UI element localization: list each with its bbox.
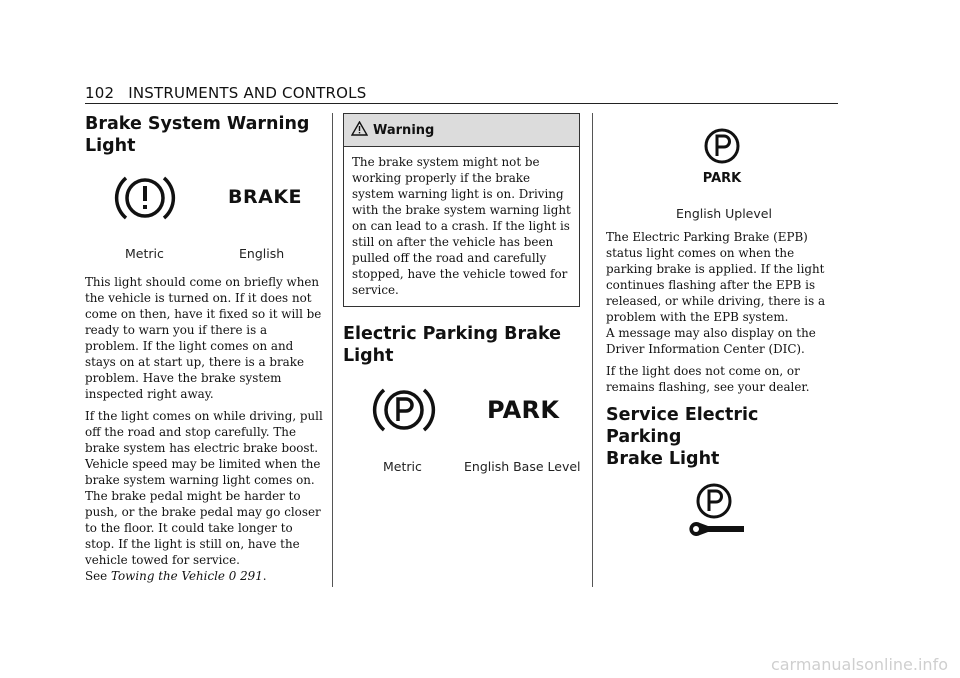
watermark: carmanualsonline.info: [770, 655, 948, 674]
column-divider-1: [332, 113, 333, 587]
section-heading: Service Electric Parking Brake Light: [606, 405, 759, 469]
paragraph: The Electric Parking Brake (EPB) status light comes on when the parking brake is applied. If the light continues flashing after the EPB is released, or while driving, there is a problem with the EPB system.: [606, 230, 826, 324]
parking-brake-body: [606, 229, 838, 401]
warning-box: [343, 113, 580, 307]
header-rule: [85, 103, 838, 104]
warning-triangle-icon: [351, 121, 368, 140]
brake-warning-metric-icon: [112, 172, 178, 224]
paragraph: This light should come on briefly when the vehicle is turned on. If it does not come on then, have it fixed so it will be ready to warn you if there is a problem. If the light comes on and stays on at start up, there is a brake problem. Have the brake system inspected right away.: [85, 275, 322, 401]
warning-header: [344, 114, 579, 147]
english-base-caption: English Base Level: [464, 459, 581, 474]
brake-system-body: [85, 274, 323, 590]
warning-body: [344, 147, 579, 305]
paragraph: If the light comes on while driving, pull off the road and stop carefully. The brake system has electric brake boost. Vehicle speed may be limited when the brake system warning light comes on. The brake pedal might be harder to push, or the brake pedal may go closer to the floor. It could take longer to stop. If the light is still on, have the vehicle towed for service. See Towing the Vehicle 0 291.: [85, 409, 323, 583]
service-parking-brake-icon: [686, 479, 748, 543]
parking-brake-section: [343, 323, 583, 367]
english-uplevel-caption: English Uplevel: [676, 206, 772, 221]
section-heading: Brake System Warning Light: [85, 114, 310, 156]
parking-brake-english-base-icon: PARK: [487, 396, 560, 424]
column-divider-2: [592, 113, 593, 587]
park-icon-text: PARK: [702, 171, 742, 186]
metric-caption: Metric: [125, 246, 164, 261]
service-parking-brake-section: [606, 404, 838, 470]
warning-text: The brake system might not be working properly if the brake system warning light is on. Driving with the brake system warning light on can lead to a crash. If the light is still on after the vehicle has been pulled off the road and carefully stopped, have the vehicle towed for service.: [352, 155, 571, 297]
warning-label: Warning: [373, 122, 435, 138]
cross-reference-link[interactable]: Towing the Vehicle 0 291: [111, 569, 263, 583]
section-heading: Electric Parking Brake Light: [343, 324, 561, 366]
parking-brake-metric-icon: [370, 384, 438, 436]
page-header: [85, 84, 366, 102]
paragraph: If the light does not come on, or remains flashing, see your dealer.: [606, 364, 810, 394]
brake-warning-english-icon: BRAKE: [228, 186, 303, 208]
section-title: INSTRUMENTS AND CONTROLS: [128, 84, 367, 102]
paragraph: A message may also display on the Driver Information Center (DIC).: [606, 326, 816, 356]
page-number: 102: [85, 84, 115, 102]
metric-caption: Metric: [383, 459, 422, 474]
english-caption: English: [239, 246, 285, 261]
brake-system-section: [85, 113, 325, 157]
parking-brake-english-uplevel-icon: [698, 126, 746, 186]
